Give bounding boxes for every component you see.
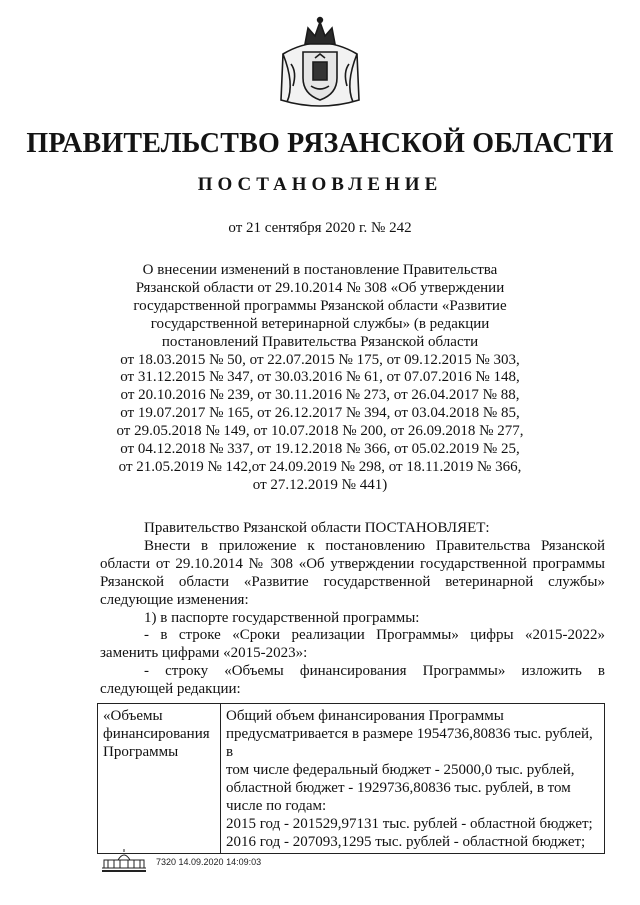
subject-line: от 29.05.2018 № 149, от 10.07.2018 № 200, от 26.09.2018 № 277, xyxy=(116,423,524,440)
bullet-terms: - в строке «Сроки реализации Программы» цифры «2015-2022» заменить цифрами «2015-2023»: xyxy=(100,627,605,662)
subject-line: от 18.03.2015 № 50, от 22.07.2015 № 175, от 09.12.2015 № 303, xyxy=(120,351,520,368)
table-row xyxy=(98,704,605,854)
table-content-line: Общий объем финансирования Программы xyxy=(226,708,504,724)
financing-table xyxy=(97,703,605,854)
item-1: 1) в паспорте государственной программы: xyxy=(144,609,420,626)
table-content-line: предусматривается в размере 1954736,80836 тыс. рублей, в xyxy=(226,726,593,760)
subject-line: постановлений Правительства Рязанской области xyxy=(161,333,479,350)
subject-line: от 21.05.2019 № 142,от 24.09.2019 № 298, от 18.11.2019 № 366, xyxy=(118,458,522,475)
footer xyxy=(100,848,400,876)
subject-line: от 04.12.2018 № 337, от 19.12.2018 № 366, от 05.02.2019 № 25, xyxy=(120,441,520,458)
table-label-cell: «Объемы финансирования Программы xyxy=(98,704,221,854)
building-logo-icon xyxy=(100,848,148,874)
bullet-financing: - строку «Объемы финансирования Программы» изложить в следующей редакции: xyxy=(100,663,605,698)
subject-line: от 19.07.2017 № 165, от 26.12.2017 № 394, от 03.04.2018 № 85, xyxy=(120,405,520,422)
document-date: от 21 сентября 2020 г. № 242 xyxy=(228,220,412,236)
subject-line: О внесении изменений в постановление Правительства xyxy=(142,262,498,278)
table-content-line: том числе федеральный бюджет - 25000,0 тыс. рублей, xyxy=(226,762,575,778)
table-content-line: числе по годам: xyxy=(226,798,327,814)
subject-line: государственной ветеринарной службы» (в редакции xyxy=(150,315,490,332)
table-content-cell xyxy=(221,704,605,854)
decree-line: Правительство Рязанской области ПОСТАНОВЛЯЕТ: xyxy=(144,520,490,536)
subject-line: государственной программы Рязанской области «Развитие xyxy=(133,297,507,314)
table-content-line: 2016 год - 207093,1295 тыс. рублей - областной бюджет; xyxy=(226,834,586,850)
government-title: ПРАВИТЕЛЬСТВО РЯЗАНСКОЙ ОБЛАСТИ xyxy=(26,128,614,159)
subject-line: Рязанской области от 29.10.2014 № 308 «Об утверждении xyxy=(135,279,505,296)
subject-line: от 31.12.2015 № 347, от 30.03.2016 № 61, от 07.07.2016 № 148, xyxy=(120,369,520,386)
document-body xyxy=(100,520,605,699)
subject-line: от 20.10.2016 № 239, от 30.11.2016 № 273, от 26.04.2017 № 88, xyxy=(120,387,520,404)
document-type: ПОСТАНОВЛЕНИЕ xyxy=(197,174,443,195)
table-content-line: областной бюджет - 1929736,80836 тыс. рублей, в том xyxy=(226,780,571,796)
document-stamp: 7320 14.09.2020 14:09:03 xyxy=(156,857,262,867)
document-subject xyxy=(100,262,540,495)
coat-of-arms-icon xyxy=(275,14,365,114)
table-content-line: 2015 год - 201529,97131 тыс. рублей - областной бюджет; xyxy=(226,816,593,832)
intro-paragraph: Внести в приложение к постановлению Правительства Рязанской области от 29.10.2014 № 308 «Об утверждении государственной программы Рязанской области «Развитие государственной ветеринарной службы» следующие изменения: xyxy=(100,537,605,608)
subject-line: от 27.12.2019 № 441) xyxy=(252,476,388,493)
